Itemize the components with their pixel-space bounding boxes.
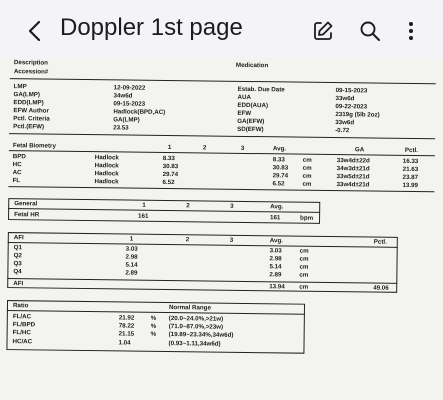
table-cell: 161 bbox=[270, 214, 281, 222]
info-label: GA(LMP) bbox=[13, 91, 41, 99]
more-options-button[interactable] bbox=[398, 18, 424, 44]
info-value: 23.53 bbox=[113, 124, 129, 132]
table-row-name: Q1 bbox=[13, 244, 22, 252]
description-label: Description bbox=[13, 59, 49, 67]
table-cell: 33w4d±22d bbox=[336, 157, 370, 165]
table-cell: cm bbox=[302, 156, 312, 164]
table-cell: 8.33 bbox=[162, 154, 175, 163]
table-cell: 5.14 bbox=[269, 263, 282, 271]
doppler-report bbox=[0, 58, 442, 400]
table-cell: % bbox=[150, 322, 157, 330]
table-row-name: FL/BPD bbox=[12, 321, 36, 329]
table-cell: 2.89 bbox=[125, 269, 138, 277]
table-cell: 3.03 bbox=[125, 245, 138, 253]
table-cell: 1.04 bbox=[118, 339, 131, 347]
table-cell: 29.74 bbox=[162, 170, 179, 179]
table-cell: 161 bbox=[138, 212, 149, 220]
table-cell: 2.98 bbox=[269, 255, 282, 263]
divider bbox=[10, 78, 436, 84]
page-title: Doppler 1st page bbox=[60, 14, 243, 41]
search-icon bbox=[359, 20, 381, 42]
table-cell: (19.89~23.34%,34w6d) bbox=[168, 331, 234, 339]
table-cell: 33w5d±21d bbox=[336, 173, 370, 181]
table-cell: cm bbox=[299, 283, 309, 291]
table-cell: 6.52 bbox=[272, 180, 285, 188]
table-cell: (20.0~24.0%,>21w) bbox=[168, 315, 224, 323]
table-cell: cm bbox=[302, 172, 312, 180]
info-value: -0.72 bbox=[335, 127, 350, 135]
afi-table bbox=[7, 232, 398, 293]
table-cell: 16.33 bbox=[402, 157, 419, 166]
table-cell: 5.14 bbox=[125, 261, 138, 269]
info-value: 09-15-2023 bbox=[113, 100, 146, 108]
col-header: Avg. bbox=[269, 237, 284, 245]
info-label: AUA bbox=[237, 93, 251, 102]
accession-label: Accession# bbox=[13, 68, 49, 76]
divider bbox=[8, 186, 434, 192]
table-cell: 21.63 bbox=[402, 165, 419, 174]
table-cell: cm bbox=[302, 180, 312, 188]
col-header: 2 bbox=[185, 236, 190, 244]
table-cell: 13.99 bbox=[402, 181, 418, 190]
table-cell: 33w4d±21d bbox=[336, 181, 370, 189]
table-cell: bpm bbox=[300, 214, 314, 222]
table-row-name: Q4 bbox=[13, 268, 22, 276]
info-value: 12-09-2022 bbox=[113, 84, 146, 92]
info-value: 09-22-2023 bbox=[335, 103, 368, 111]
chevron-left-icon bbox=[27, 20, 41, 42]
table-cell: Hadlock bbox=[94, 178, 119, 186]
col-header: 1 bbox=[129, 235, 134, 243]
divider bbox=[9, 133, 435, 139]
table-row-name: HC bbox=[12, 161, 22, 169]
col-header: Avg. bbox=[270, 203, 284, 211]
afi-header: AFI bbox=[13, 234, 24, 242]
table-row-name: FL/HC bbox=[12, 329, 31, 337]
table-cell: % bbox=[150, 314, 157, 322]
table-cell: 2.98 bbox=[125, 253, 138, 261]
info-label: Estab. Due Date bbox=[237, 85, 285, 94]
info-value: 33w6d bbox=[335, 95, 355, 103]
general-header: General bbox=[14, 200, 38, 208]
info-label: EFW bbox=[237, 109, 252, 118]
table-cell: 23.87 bbox=[402, 173, 419, 182]
info-value: Hadlock(BPD,AC) bbox=[113, 108, 166, 116]
table-cell: cm bbox=[299, 247, 309, 255]
info-label: Pctl.(EFW) bbox=[13, 123, 45, 131]
col-header: 1 bbox=[142, 201, 146, 209]
table-cell: 29.74 bbox=[272, 172, 289, 180]
col-header: Pctl. bbox=[373, 238, 387, 246]
table-row-name: Fetal HR bbox=[14, 211, 40, 219]
col-header: Normal Range bbox=[168, 304, 211, 312]
table-row-name: FL/AC bbox=[12, 313, 32, 321]
table-cell: Hadlock bbox=[94, 170, 119, 178]
table-cell: 21.92 bbox=[118, 314, 135, 322]
col-header: GA bbox=[354, 146, 365, 154]
table-row-name: FL bbox=[12, 177, 21, 185]
back-button[interactable] bbox=[20, 16, 48, 46]
col-header: 3 bbox=[230, 202, 234, 210]
col-header: 2 bbox=[186, 202, 190, 210]
table-cell: cm bbox=[302, 164, 312, 172]
col-header: 3 bbox=[240, 144, 245, 152]
table-cell: 34w3d±21d bbox=[336, 165, 370, 173]
table-cell: 49.06 bbox=[373, 284, 389, 292]
table-cell: Hadlock bbox=[94, 154, 119, 162]
edit-icon bbox=[312, 20, 334, 42]
info-value: 33w6d bbox=[335, 119, 355, 127]
info-value: GA(LMP) bbox=[113, 116, 140, 124]
table-cell: 8.33 bbox=[272, 156, 285, 164]
col-header: Pctl. bbox=[404, 146, 419, 155]
table-row-name: Q3 bbox=[13, 260, 22, 268]
table-cell: % bbox=[150, 330, 157, 338]
info-label: SD(EFW) bbox=[237, 125, 264, 134]
table-cell: Hadlock bbox=[94, 162, 119, 170]
app-bar bbox=[0, 0, 443, 60]
col-header: 2 bbox=[202, 144, 207, 152]
table-cell: 6.52 bbox=[162, 178, 175, 187]
info-value: 34w6d bbox=[113, 92, 133, 100]
info-label: LMP bbox=[13, 83, 27, 91]
table-cell: 21.15 bbox=[118, 330, 135, 338]
table-row-name: BPD bbox=[12, 153, 26, 161]
ratio-header: Ratio bbox=[12, 302, 29, 310]
info-value: 09-15-2023 bbox=[335, 87, 368, 95]
info-label: EDD(LMP) bbox=[13, 99, 44, 107]
table-row-name: Q2 bbox=[13, 252, 22, 260]
table-row-name: AC bbox=[12, 169, 22, 177]
table-cell: (0.93~1.11,34w6d) bbox=[168, 340, 221, 348]
col-header: 3 bbox=[229, 236, 234, 244]
table-cell: (71.0~87.0%,>23w) bbox=[168, 323, 224, 331]
document-viewer[interactable] bbox=[0, 58, 443, 400]
table-cell: 3.03 bbox=[269, 247, 282, 255]
col-header: 1 bbox=[167, 144, 172, 152]
table-cell: cm bbox=[299, 255, 309, 263]
divider bbox=[9, 150, 435, 156]
table-cell: cm bbox=[299, 263, 309, 271]
table-cell: 13.94 bbox=[269, 283, 285, 291]
info-value: 2319g (5lb 2oz) bbox=[335, 111, 380, 119]
col-header: Avg. bbox=[272, 145, 287, 153]
table-cell: 2.89 bbox=[269, 271, 282, 279]
biometry-header: Fetal Biometry bbox=[12, 142, 56, 150]
medication-label: Medication bbox=[235, 61, 269, 70]
search-button[interactable] bbox=[357, 18, 383, 44]
info-label: EFW Author bbox=[13, 107, 49, 115]
table-cell: 78.22 bbox=[118, 322, 135, 330]
edit-button[interactable] bbox=[310, 18, 336, 44]
table-cell: 30.83 bbox=[162, 162, 179, 171]
more-vertical-icon bbox=[407, 20, 415, 42]
table-cell: 30.83 bbox=[272, 164, 289, 172]
info-label: Pctl. Criteria bbox=[13, 115, 50, 123]
info-label: GA(EFW) bbox=[237, 117, 265, 126]
table-cell: cm bbox=[299, 271, 309, 279]
table-row-name: HC/AC bbox=[12, 338, 33, 346]
info-label: EDD(AUA) bbox=[237, 101, 269, 110]
table-row-name: AFI bbox=[13, 280, 24, 288]
